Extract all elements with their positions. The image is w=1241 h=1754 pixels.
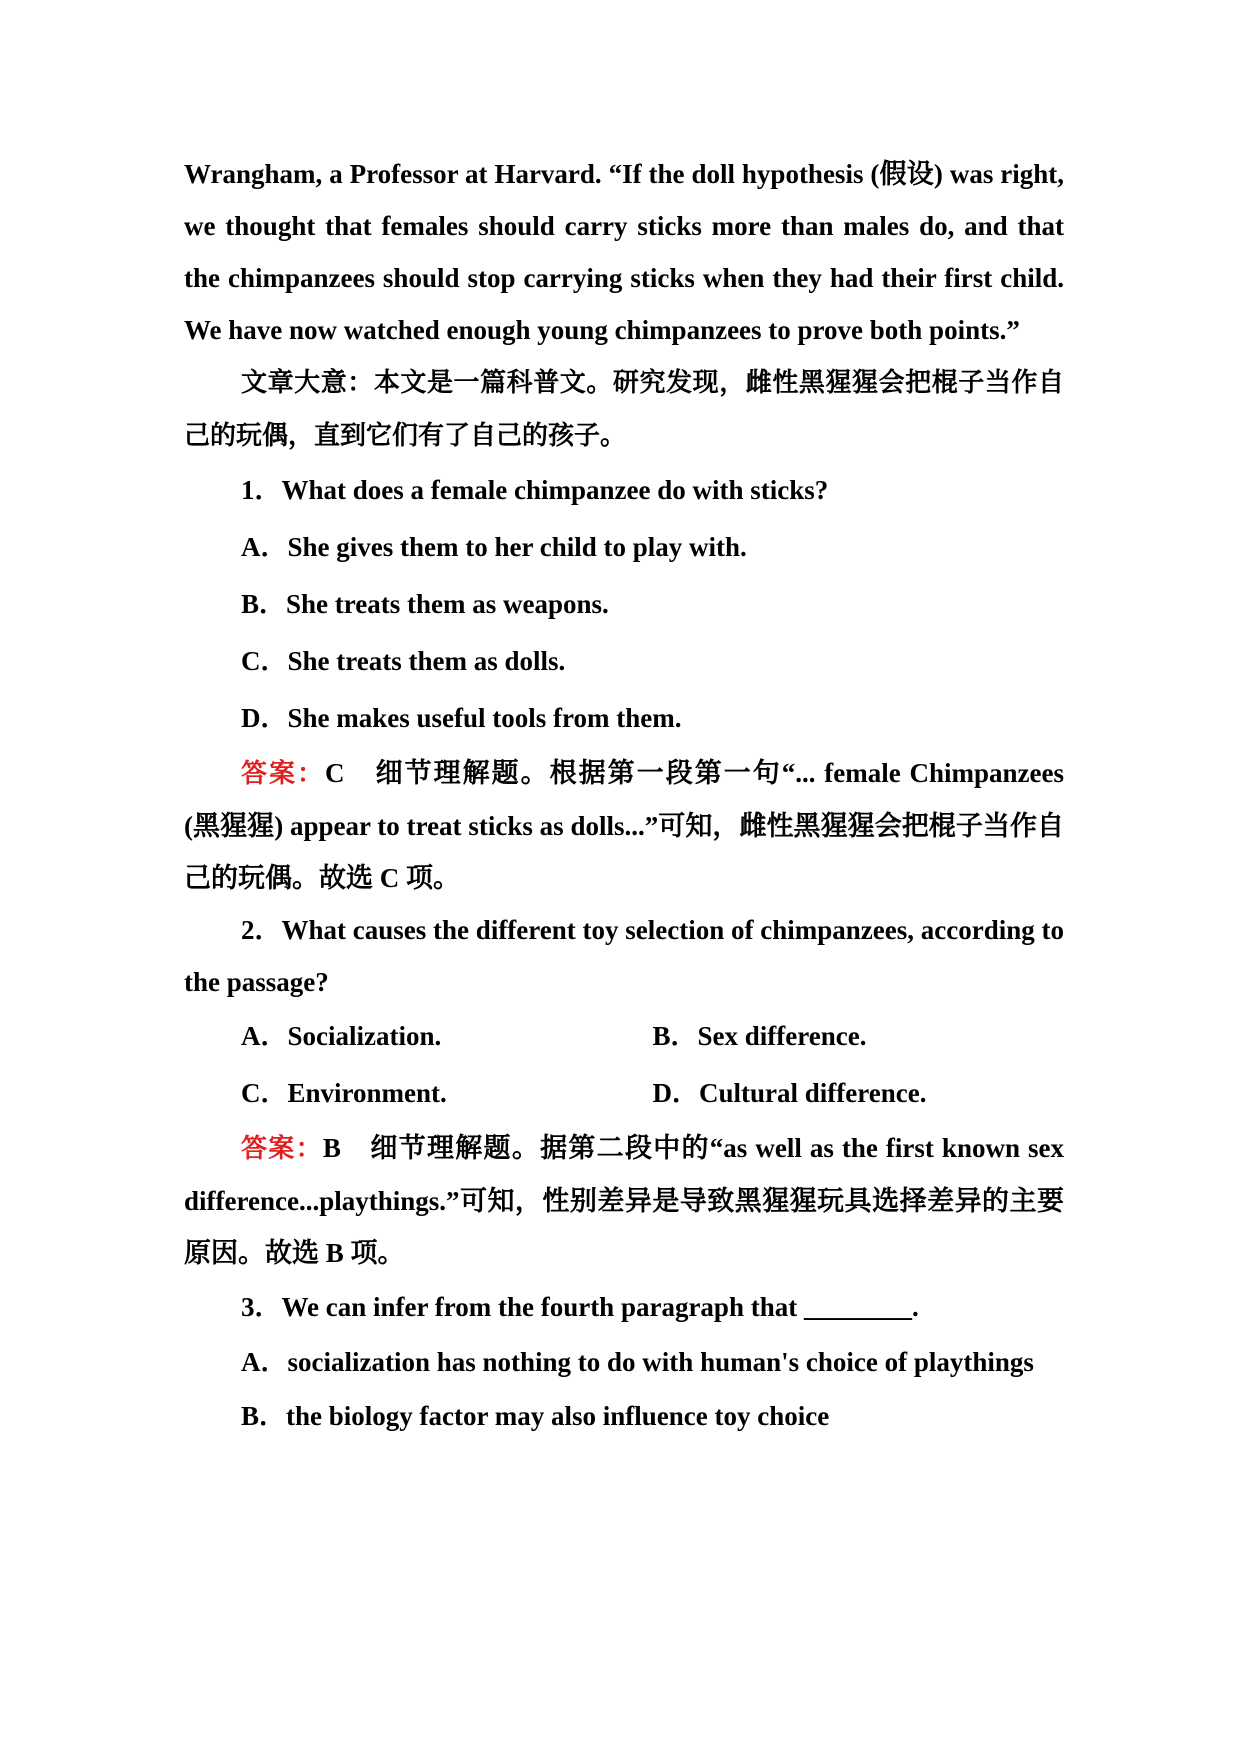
summary-label: 文章大意： — [241, 368, 374, 398]
question-2-stem: 2．What causes the different toy selection of chimpanzees, according to the passage? — [184, 915, 1064, 997]
question-1-option-d: D．She makes useful tools from them. — [241, 703, 682, 733]
question-1-option-a: A．She gives them to her child to play with. — [241, 532, 747, 562]
question-2-option-d: D．Cultural difference. — [652, 1078, 927, 1108]
question-1-stem: 1．What does a female chimpanzee do with sticks? — [241, 475, 829, 505]
passage-paragraph: Wrangham, a Professor at Harvard. “If the doll hypothesis (假设) was right, we thought that females should carry sticks more than males do, and that the chimpanzees should stop carrying sticks when they had their first child. We have now watched enough young chimpanzees to prove both points.” — [184, 159, 1064, 345]
question-2-answer — [184, 1122, 1064, 1279]
question-2-options-row-1 — [241, 1008, 1064, 1065]
document-page — [184, 148, 1064, 1445]
question-2-option-b: B．Sex difference. — [652, 1021, 867, 1051]
question-1-answer — [184, 747, 1064, 904]
question-2-option-a: A．Socialization. — [241, 1021, 442, 1051]
question-2-option-c: C．Environment. — [241, 1078, 447, 1108]
question-3-option-a: A．socialization has nothing to do with human's choice of playthings — [241, 1347, 1034, 1377]
question-2-options-row-2 — [241, 1065, 1064, 1122]
answer-explanation: B 细节理解题。据第二段中的“as well as the first known sex difference...playthings.”可知，性别差异是导致黑猩猩玩具选择差异的主要原因。故选 B 项。 — [184, 1133, 1064, 1268]
summary-text: 本文是一篇科普文。研究发现，雌性黑猩猩会把棍子当作自己的玩偶，直到它们有了自己的孩子。 — [184, 368, 1064, 451]
answer-label: 答案： — [241, 759, 326, 789]
question-3-stem: 3．We can infer from the fourth paragraph that ________. — [241, 1292, 919, 1322]
question-3-option-b: B．the biology factor may also influence toy choice — [241, 1401, 830, 1431]
question-1-option-b: B．She treats them as weapons. — [241, 589, 609, 619]
answer-label: 答案： — [241, 1134, 323, 1164]
answer-explanation: C 细节理解题。根据第一段第一句“... female Chimpanzees (黑猩猩) appear to treat sticks as dolls...”可知，雌性黑猩猩会把棍子当作自己的玩偶。故选 C 项。 — [184, 758, 1064, 893]
article-summary — [184, 356, 1064, 462]
question-1-option-c: C．She treats them as dolls. — [241, 646, 566, 676]
